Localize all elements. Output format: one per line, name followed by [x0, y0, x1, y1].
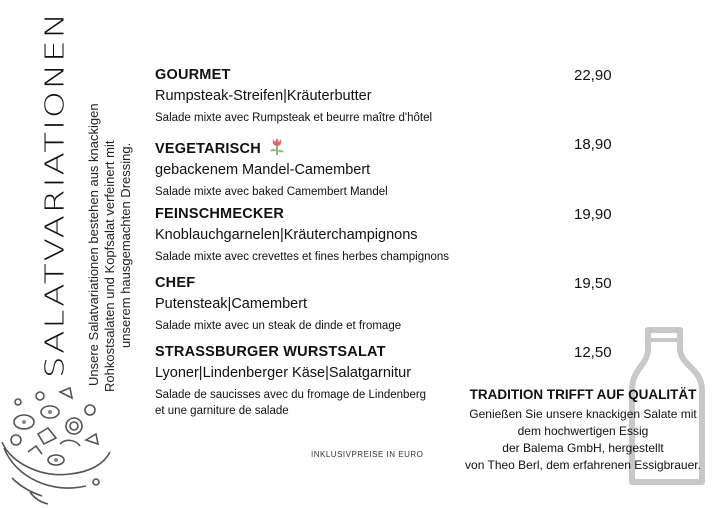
item-description: Salade mixte avec crevettes et fines herbes champignons	[155, 251, 450, 263]
tradition-line: von Theo Berl, dem erfahrenen Essigbrauer.	[465, 458, 701, 472]
price-footnote: INKLUSIVPREISE IN EURO	[311, 450, 424, 459]
category-description-line-2: Rohkostsalaten und Kopfsalat verfeinert mit	[102, 140, 117, 392]
side-panel	[36, 0, 133, 508]
menu-item-chef	[155, 275, 615, 334]
tradition-heading: TRADITION TRIFFT AUF QUALITÄT	[469, 387, 697, 402]
item-price-gourmet: 22,90	[574, 67, 612, 84]
item-price-feinschmecker: 19,90	[574, 206, 612, 223]
menu-item-feinschmecker	[155, 206, 615, 265]
item-description: Salade mixte avec baked Camembert Mandel	[155, 186, 388, 198]
item-price-vegetarisch: 18,90	[574, 136, 612, 153]
item-subtitle: Knoblauchgarnelen|Kräuterchampignons	[155, 227, 418, 243]
tradition-line: Genießen Sie unsere knackigen Salate mit	[469, 407, 697, 421]
item-subtitle: Putensteak|Camembert	[155, 296, 308, 312]
item-name: CHEF	[155, 275, 196, 291]
item-name: VEGETARISCH	[155, 141, 261, 157]
category-description-line-3: unserem hausgemachten Dressing.	[118, 142, 133, 348]
tradition-line: dem hochwertigen Essig	[517, 424, 649, 438]
item-subtitle: Lyoner|Lindenberger Käse|Salatgarnitur	[155, 365, 412, 381]
item-description: Salade mixte avec un steak de dinde et fromage	[155, 320, 402, 332]
menu-item-gourmet	[155, 67, 615, 126]
tradition-block	[458, 387, 708, 474]
tradition-line: der Balema GmbH, hergestellt	[502, 441, 664, 455]
item-name: FEINSCHMECKER	[155, 206, 285, 222]
item-subtitle: Rumpsteak-Streifen|Kräuterbutter	[155, 88, 372, 104]
item-name: GOURMET	[155, 67, 231, 83]
tradition-text	[458, 406, 708, 474]
tulip-icon	[268, 136, 286, 156]
item-price-chef: 19,50	[574, 275, 612, 292]
item-description: Salade mixte avec Rumpsteak et beurre maître d'hôtel	[155, 112, 433, 124]
item-description-line: et une garniture de salade	[155, 405, 289, 417]
category-description-line-1: Unsere Salatvariationen bestehen aus knackigen	[86, 103, 101, 386]
item-name: STRASSBURGER WURSTSALAT	[155, 344, 386, 360]
item-description-line: Salade de saucisses avec du fromage de Lindenberg	[155, 389, 427, 401]
category-title: SALATVARIATIONEN	[40, 10, 70, 378]
item-price-strassburger-wurstsalat: 12,50	[574, 344, 612, 361]
item-subtitle: gebackenem Mandel-Camembert	[155, 162, 371, 178]
menu-item-vegetarisch	[155, 136, 615, 200]
